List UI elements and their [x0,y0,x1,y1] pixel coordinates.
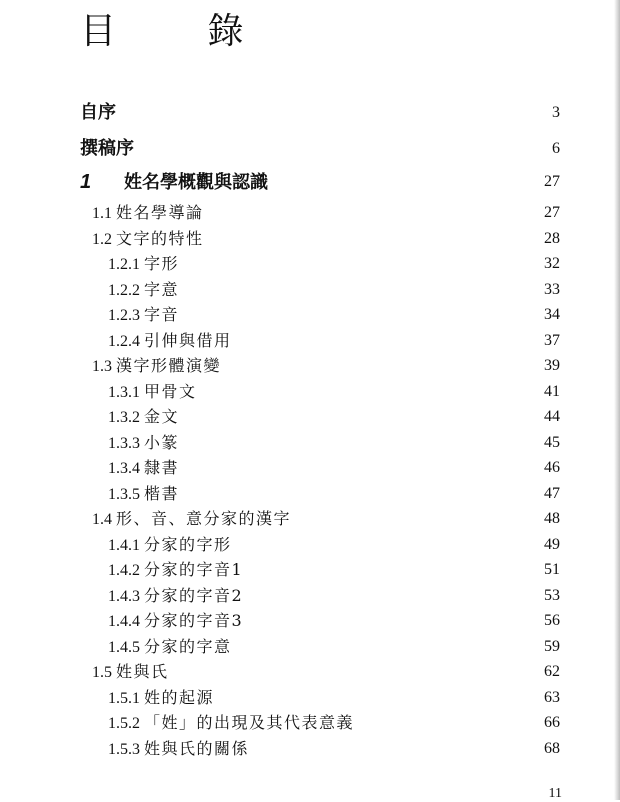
toc-entry-page: 48 [544,510,560,527]
toc-entry-label [108,404,179,431]
toc-chapter-label [80,169,268,196]
toc-entry[interactable] [0,353,620,379]
section-number: 1.2.3 [108,307,140,324]
section-title: 甲骨文 [144,382,197,401]
toc-entry[interactable] [0,404,620,430]
section-number: 1.3.4 [108,460,140,477]
section-title: 分家的字形 [144,535,232,554]
toc-entry[interactable] [0,328,620,354]
toc-entry-label [108,430,179,457]
toc-entry-page: 32 [544,255,560,272]
toc-entry[interactable] [0,506,620,532]
toc-entry-page: 45 [544,434,560,451]
section-number: 1.4.2 [108,562,140,579]
section-title: 分家的字音1 [144,560,244,579]
toc-entry-label [108,379,197,406]
toc-entry-label [108,608,243,635]
chapter-number: 1 [80,171,92,193]
toc-entry[interactable] [0,710,620,736]
toc-entry[interactable] [0,685,620,711]
section-title: 引伸與借用 [144,331,232,350]
toc-entry-page: 27 [544,204,560,221]
section-number: 1.4.3 [108,588,140,605]
toc-entry-page: 51 [544,561,560,578]
toc-entry-page: 62 [544,663,560,680]
toc-entry-page: 66 [544,714,560,731]
toc-entry-page: 46 [544,459,560,476]
toc-entry[interactable] [0,736,620,762]
toc-entry[interactable] [0,481,620,507]
toc-entry-label [108,736,249,763]
section-number: 1.3.2 [108,409,140,426]
toc-entry-label [108,583,243,610]
section-number: 1.5 [92,664,112,681]
toc-entry-label [92,200,204,227]
section-number: 1.3.3 [108,435,140,452]
toc-entry-page: 56 [544,612,560,629]
toc-entry-label [108,251,179,278]
section-title: 楷書 [144,484,180,503]
section-number: 1.4 [92,511,112,528]
toc-entry-page: 28 [544,230,560,247]
toc-entry-page: 39 [544,357,560,374]
toc-chapter-1[interactable] [0,169,620,195]
toc-entry-label [108,481,179,508]
section-title: 金文 [144,407,180,426]
section-title: 分家的字音3 [144,611,244,630]
page-number: 11 [548,786,562,801]
toc-entry-page: 68 [544,740,560,757]
toc-entry-label [108,302,179,329]
toc-entry-page: 44 [544,408,560,425]
toc-entry-label [108,710,354,737]
section-number: 1.2.4 [108,333,140,350]
toc-entry-label [108,455,179,482]
section-number: 1.2 [92,231,112,248]
toc-entry-page: 27 [544,173,560,190]
toc-entry-label [92,506,291,533]
section-title: 姓與氏 [116,662,169,681]
section-title: 文字的特性 [116,229,204,248]
toc-entry[interactable] [0,455,620,481]
toc-entry[interactable] [0,200,620,226]
section-title: 隸書 [144,458,180,477]
section-title: 姓的起源 [144,688,215,707]
toc-entry-label [92,353,221,380]
toc-entry-label [92,226,204,253]
toc-entry-page: 53 [544,587,560,604]
toc-entry-page: 59 [544,638,560,655]
chapter-title: 姓名學概觀與認識 [124,172,268,193]
toc-entry-page: 33 [544,281,560,298]
section-number: 1.1 [92,205,112,222]
toc-entry-page: 49 [544,536,560,553]
toc-entry[interactable] [0,608,620,634]
toc-entry[interactable] [0,302,620,328]
toc-entry[interactable] [0,226,620,252]
section-title: 「姓」的出現及其代表意義 [144,713,355,732]
toc-entry-page: 41 [544,383,560,400]
section-number: 1.5.2 [108,715,140,732]
section-number: 1.5.3 [108,741,140,758]
toc-entry[interactable] [0,659,620,685]
toc-entry-label [108,328,232,355]
toc-entry-label [108,634,232,661]
toc-entry-label [108,532,232,559]
section-title: 分家的字意 [144,637,232,656]
toc-entry[interactable] [0,277,620,303]
toc-entry[interactable] [0,251,620,277]
toc-entry[interactable] [0,532,620,558]
toc-entry[interactable] [0,557,620,583]
section-number: 1.3 [92,358,112,375]
toc-entry-label [108,685,214,712]
toc-entry-page: 34 [544,306,560,323]
toc-entry-page: 37 [544,332,560,349]
section-number: 1.3.5 [108,486,140,503]
toc-entry[interactable] [0,634,620,660]
toc-entry-preface[interactable] [0,100,620,126]
section-title: 分家的字音2 [144,586,244,605]
toc-entry-label: 自序 [80,102,116,123]
section-title: 字音 [144,305,180,324]
section-title: 形、音、意分家的漢字 [116,509,292,528]
section-number: 1.3.1 [108,384,140,401]
section-number: 1.2.1 [108,256,140,273]
section-title: 字意 [144,280,180,299]
toc-entry-label [92,659,169,686]
toc-entry-writer-preface[interactable] [0,136,620,162]
toc-entry[interactable] [0,583,620,609]
section-number: 1.5.1 [108,690,140,707]
section-number: 1.2.2 [108,282,140,299]
toc-entry[interactable] [0,379,620,405]
section-title: 字形 [144,254,180,273]
section-title: 小篆 [144,433,180,452]
toc-entry-label [108,277,179,304]
toc-entry-label: 撰稿序 [80,138,134,159]
section-title: 姓與氏的關係 [144,739,250,758]
toc-entry-page: 63 [544,689,560,706]
toc-entry[interactable] [0,430,620,456]
toc-entry-label [108,557,243,584]
section-number: 1.4.4 [108,613,140,630]
toc-entry-page: 47 [544,485,560,502]
page-title: 目 錄 [80,11,284,52]
toc-entry-page: 6 [552,140,560,157]
section-title: 漢字形體演變 [116,356,222,375]
section-number: 1.4.1 [108,537,140,554]
section-number: 1.4.5 [108,639,140,656]
section-title: 姓名學導論 [116,203,204,222]
toc-entry-page: 3 [552,104,560,121]
